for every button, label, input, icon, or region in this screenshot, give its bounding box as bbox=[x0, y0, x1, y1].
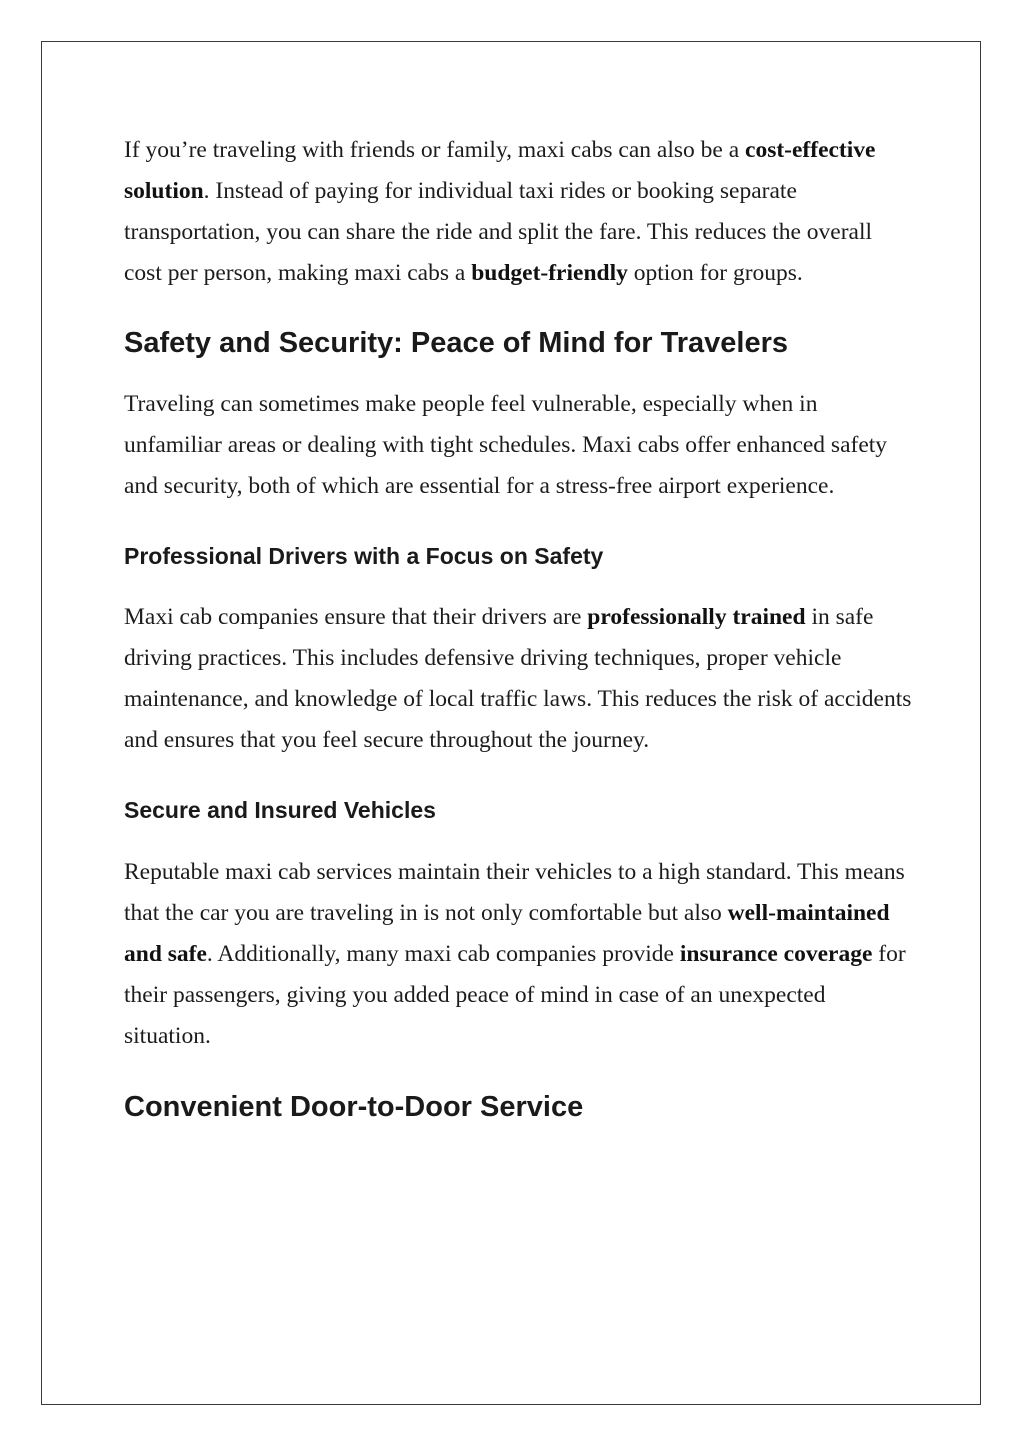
paragraph-text: If you’re traveling with friends or family, maxi cabs can also be a bbox=[124, 137, 746, 163]
paragraph-cost-effective bbox=[124, 130, 914, 294]
bold-phrase: cost-effective solution bbox=[124, 137, 876, 204]
paragraph-text: . Instead of paying for individual taxi rides or booking separate transportation, you can share the ride and split the fare. This reduces the overall cost per person, making maxi cabs a bbox=[124, 178, 873, 286]
section-heading-safety: Safety and Security: Peace of Mind for Travelers bbox=[124, 327, 789, 359]
subheading-professional-drivers: Professional Drivers with a Focus on Safety bbox=[124, 543, 604, 569]
document-content bbox=[124, 130, 914, 1125]
paragraph-text: for their passengers, giving you added peace of mind in case of an unexpected situation. bbox=[124, 941, 906, 1049]
bold-phrase: insurance coverage bbox=[679, 941, 873, 967]
paragraph-insured-vehicles bbox=[124, 852, 914, 1057]
paragraph-text: option for groups. bbox=[627, 260, 803, 286]
bold-phrase: professionally trained bbox=[587, 604, 806, 630]
paragraph-professional-drivers bbox=[124, 597, 914, 761]
bold-phrase: budget-friendly bbox=[471, 260, 628, 286]
section-heading-door-to-door: Convenient Door-to-Door Service bbox=[124, 1091, 584, 1123]
paragraph-text: . Additionally, many maxi cab companies provide bbox=[206, 941, 680, 967]
paragraph-text: Reputable maxi cab services maintain their vehicles to a high standard. This means that the car you are traveling in is not only comfortable but also bbox=[124, 859, 905, 926]
paragraph-text: Maxi cab companies ensure that their drivers are bbox=[124, 604, 588, 630]
subheading-insured-vehicles: Secure and Insured Vehicles bbox=[124, 797, 436, 823]
paragraph-safety-intro bbox=[124, 384, 914, 507]
bold-phrase: well-maintained and safe bbox=[124, 900, 890, 967]
paragraph-text: in safe driving practices. This includes defensive driving techniques, proper vehicle maintenance, and knowledge of local traffic laws. This reduces the risk of accidents and ensures that you feel secure throughout the journey. bbox=[124, 604, 912, 753]
paragraph-text: Traveling can sometimes make people feel vulnerable, especially when in unfamiliar areas or dealing with tight schedules. Maxi cabs offer enhanced safety and security, both of which are essential for a stress-free airport experience. bbox=[124, 391, 888, 499]
